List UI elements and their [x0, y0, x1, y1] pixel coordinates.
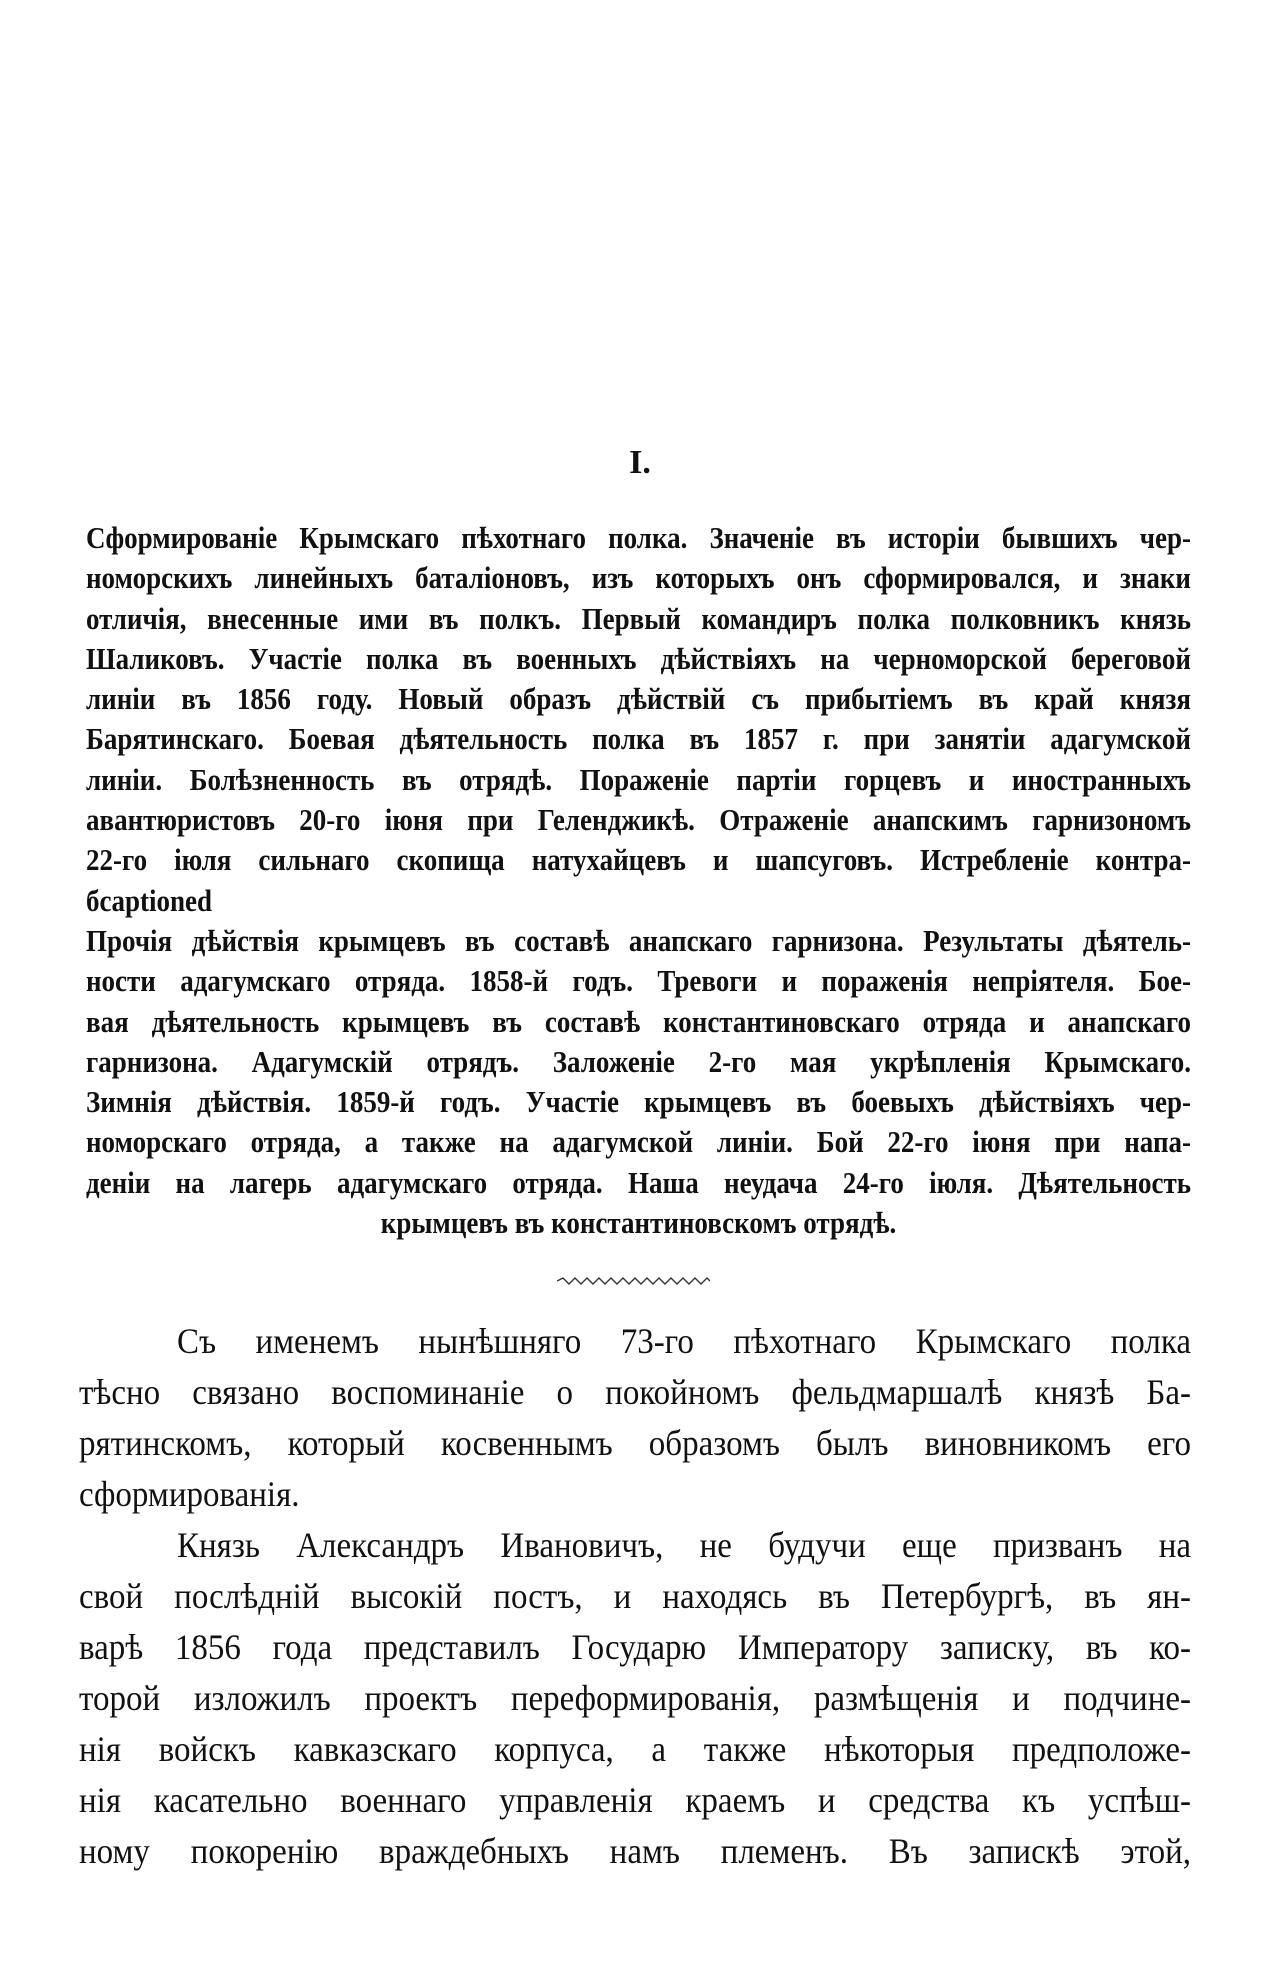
- summary-line: ности адагумскаго отряда. 1858-й годъ. Тревоги и пораженія непріятеля. Бое-: [86, 964, 1191, 999]
- summary-line: Шаликовъ. Участіе полка въ военныхъ дѣйствіяхъ на черноморской береговой: [86, 642, 1191, 676]
- body-text: [79, 1317, 1191, 1878]
- paragraph-line: Съ именемъ нынѣшняго 73-го пѣхотнаго Крымскаго полка: [177, 1322, 1191, 1362]
- summary-line: отличія, внесенные ими въ полкъ. Первый командиръ полка полковникъ князь: [86, 601, 1191, 636]
- summary-line: линіи. Болѣзненность въ отрядѣ. Пораженіе партіи горцевъ и иностранныхъ: [86, 762, 1191, 797]
- summary-line: Барятинскаго. Боевая дѣятельность полка въ 1857 г. при занятіи адагумской: [86, 722, 1191, 757]
- paragraph-line: ному покоренію враждебныхъ намъ племенъ. Въ запискѣ этой,: [79, 1832, 1191, 1872]
- summary-line: Зимнія дѣйствія. 1859-й годъ. Участіе крымцевъ въ боевыхъ дѣйствіяхъ чер-: [86, 1085, 1191, 1119]
- paragraph-line: нія касательно военнаго управленія краемъ и средства къ успѣш-: [79, 1781, 1191, 1821]
- chapter-number: I.: [629, 444, 651, 481]
- summary-line: гарнизона. Адагумскій отрядъ. Заложеніе 2-го мая укрѣпленія Крымскаго.: [86, 1045, 1191, 1079]
- summary-line: номорскихъ линейныхъ баталіоновъ, изъ которыхъ онъ сформировался, и знаки: [86, 561, 1191, 596]
- summary-line: крымцевъ въ константиновскомъ отрядѣ.: [380, 1206, 897, 1240]
- summary-line: деніи на лагерь адагумскаго отряда. Наша неудача 24-го іюля. Дѣятельность: [86, 1165, 1191, 1200]
- summary-line: линіи въ 1856 году. Новый образъ дѣйствій съ прибытіемъ въ край князя: [86, 682, 1191, 716]
- paragraph-line: свой послѣдній высокій постъ, и находясь въ Петербургѣ, въ ян-: [79, 1577, 1191, 1617]
- paragraph-line: сформированія.: [79, 1475, 300, 1515]
- summary-line: авантюристовъ 20-го іюня при Геленджикѣ. Отраженіе анапскимъ гарнизономъ: [86, 803, 1191, 837]
- summary-line: номорскаго отряда, а также на адагумской линіи. Бой 22-го іюня при напа-: [86, 1125, 1191, 1160]
- paragraph-line: варѣ 1856 года представилъ Государю Императору записку, въ ко-: [79, 1628, 1191, 1668]
- chapter-summary: [86, 518, 1191, 1243]
- summary-line: вая дѣятельность крымцевъ въ составѣ константиновскаго отряда и анапскаго: [86, 1004, 1191, 1039]
- summary-line: Прочія дѣйствія крымцевъ въ составѣ анапскаго гарнизона. Результаты дѣятель-: [86, 924, 1191, 958]
- paragraph-line: тѣсно связано воспоминаніе о покойномъ фельдмаршалѣ князѣ Ба-: [79, 1373, 1191, 1413]
- summary-line: Сформированіе Крымскаго пѣхотнаго полка. Значеніе въ исторіи бывшихъ чер-: [86, 521, 1191, 555]
- summary-line: 22-го іюля сильнаго скопища натухайцевъ и шапсуговъ. Истребленіе контра-: [86, 843, 1191, 878]
- summary-line: бcaptioned: [86, 883, 213, 918]
- ornamental-divider: [557, 1274, 710, 1288]
- paragraph-line: Князь Александръ Ивановичъ, не будучи еще призванъ на: [177, 1526, 1191, 1566]
- paragraph-line: рятинскомъ, который косвеннымъ образомъ былъ виновникомъ его: [79, 1424, 1191, 1464]
- paragraph-line: нія войскъ кавказскаго корпуса, а также нѣкоторыя предположе-: [79, 1730, 1191, 1770]
- paragraph-line: торой изложилъ проектъ переформированія, размѣщенія и подчине-: [79, 1679, 1191, 1719]
